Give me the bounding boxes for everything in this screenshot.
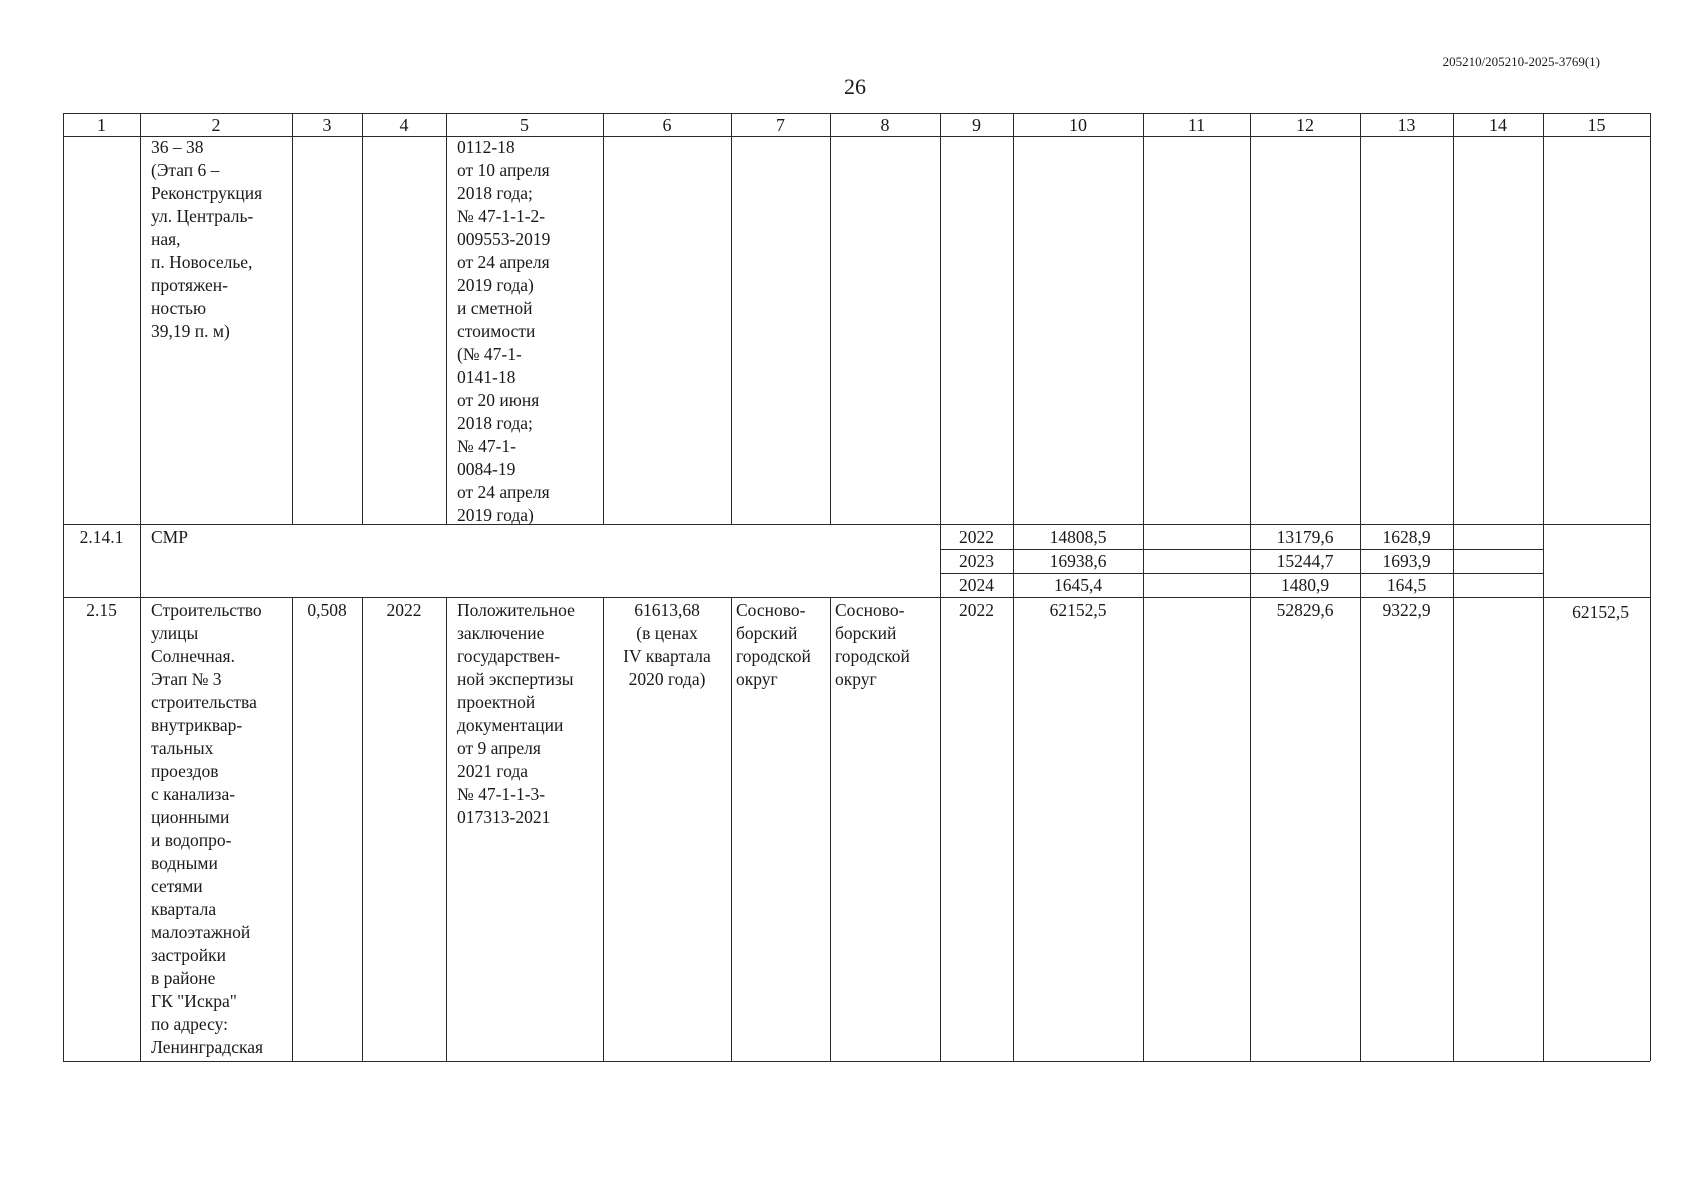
amount-regional-cell: 52829,6 <box>1276 600 1334 620</box>
grid-line <box>1650 113 1651 1061</box>
amount-regional-cell: 13179,6 <box>1276 527 1334 547</box>
column-header: 3 <box>322 115 332 135</box>
column-header: 14 <box>1489 115 1507 135</box>
amount-regional-cell: 15244,7 <box>1276 551 1334 571</box>
column-header: 4 <box>399 115 409 135</box>
column-header: 5 <box>520 115 529 135</box>
column-header: 8 <box>880 115 890 135</box>
year-cell: 2023 <box>959 551 994 571</box>
grid-line <box>140 113 141 1061</box>
column-header: 7 <box>776 115 785 135</box>
document-id: 205210/205210-2025-3769(1) <box>1442 54 1600 69</box>
year-cell: 2022 <box>959 527 994 547</box>
estimated-cost-cell: 61613,68 (в ценах IV квартала 2020 года) <box>623 600 711 689</box>
grid-line <box>63 1061 1650 1062</box>
grid-line <box>362 597 363 1061</box>
amount-local-cell: 164,5 <box>1386 575 1427 595</box>
column-header: 11 <box>1187 115 1206 135</box>
customer-cell: Сосново- борский городской округ <box>736 600 811 689</box>
grid-line <box>446 113 447 524</box>
column-header: 13 <box>1397 115 1416 135</box>
row-number-cell: 2.15 <box>86 600 117 620</box>
grid-line <box>63 136 1650 137</box>
amount-local-cell: 9322,9 <box>1382 600 1431 620</box>
grid-line <box>446 597 447 1061</box>
grid-line <box>362 113 363 524</box>
expertise-cell: Положительное заключение государствен- ной экспертизы проектной документации от 9 апреля 2021 года № 47-1-1-3- 017313-2021 <box>457 600 575 827</box>
grid-line <box>731 113 732 524</box>
grid-line <box>292 597 293 1061</box>
amount-total-cell: 1645,4 <box>1053 575 1103 595</box>
row-name-cell: СМР <box>151 527 188 547</box>
column-header: 1 <box>97 115 106 135</box>
grid-line <box>603 113 604 524</box>
grid-line <box>830 113 831 524</box>
expertise-cell: 0112-18 от 10 апреля 2018 года; № 47-1-1-2- 009553-2019 от 24 апреля 2019 года) и сметной стоимости (№ 47-1- 0141-18 от 20 июня 2018 года; № 47-1- 0084-19 от 24 апреля 2019 года) <box>457 137 551 525</box>
amount-total-cell: 62152,5 <box>1049 600 1107 620</box>
year-cell: 2024 <box>959 575 994 595</box>
column-header: 12 <box>1296 115 1314 135</box>
amount-local-cell: 1628,9 <box>1382 527 1431 547</box>
column-header: 15 <box>1587 115 1606 135</box>
amount-total-cell: 16938,6 <box>1049 551 1107 571</box>
grid-line <box>1453 113 1454 1061</box>
grid-line <box>1543 113 1544 1061</box>
row-number-cell: 2.14.1 <box>79 527 124 547</box>
amount-total-cell: 14808,5 <box>1049 527 1107 547</box>
amount-total-15-cell: 62152,5 <box>1572 602 1629 622</box>
column-header: 6 <box>662 115 672 135</box>
amount-local-cell: 1693,9 <box>1382 551 1431 571</box>
grid-line <box>63 113 64 1061</box>
start-year-cell: 2022 <box>386 600 422 620</box>
amount-regional-cell: 1480,9 <box>1280 575 1330 595</box>
length-cell: 0,508 <box>307 600 347 620</box>
grid-line <box>1143 113 1144 1061</box>
grid-line <box>830 597 831 1061</box>
column-header: 10 <box>1069 115 1087 135</box>
column-header: 2 <box>211 115 221 135</box>
year-cell: 2022 <box>959 600 994 620</box>
object-name-cell: 36 – 38 (Этап 6 – Реконструкция ул. Централь- ная, п. Новоселье, протяжен- ностью 39,19 п. м) <box>151 137 263 341</box>
object-name-cell: Строительство улицы Солнечная. Этап № 3 строительства внутриквар- тальных проездов с канализа- ционными и водопро- водными сетями квартала малоэтажной застройки в районе ГК "Искра" по адресу: Ленинградская <box>151 600 264 1057</box>
page-number: 26 <box>844 74 866 99</box>
grid-line <box>731 597 732 1061</box>
grid-line <box>292 113 293 524</box>
owner-cell: Сосново- борский городской округ <box>835 600 910 689</box>
column-header: 9 <box>972 115 981 135</box>
